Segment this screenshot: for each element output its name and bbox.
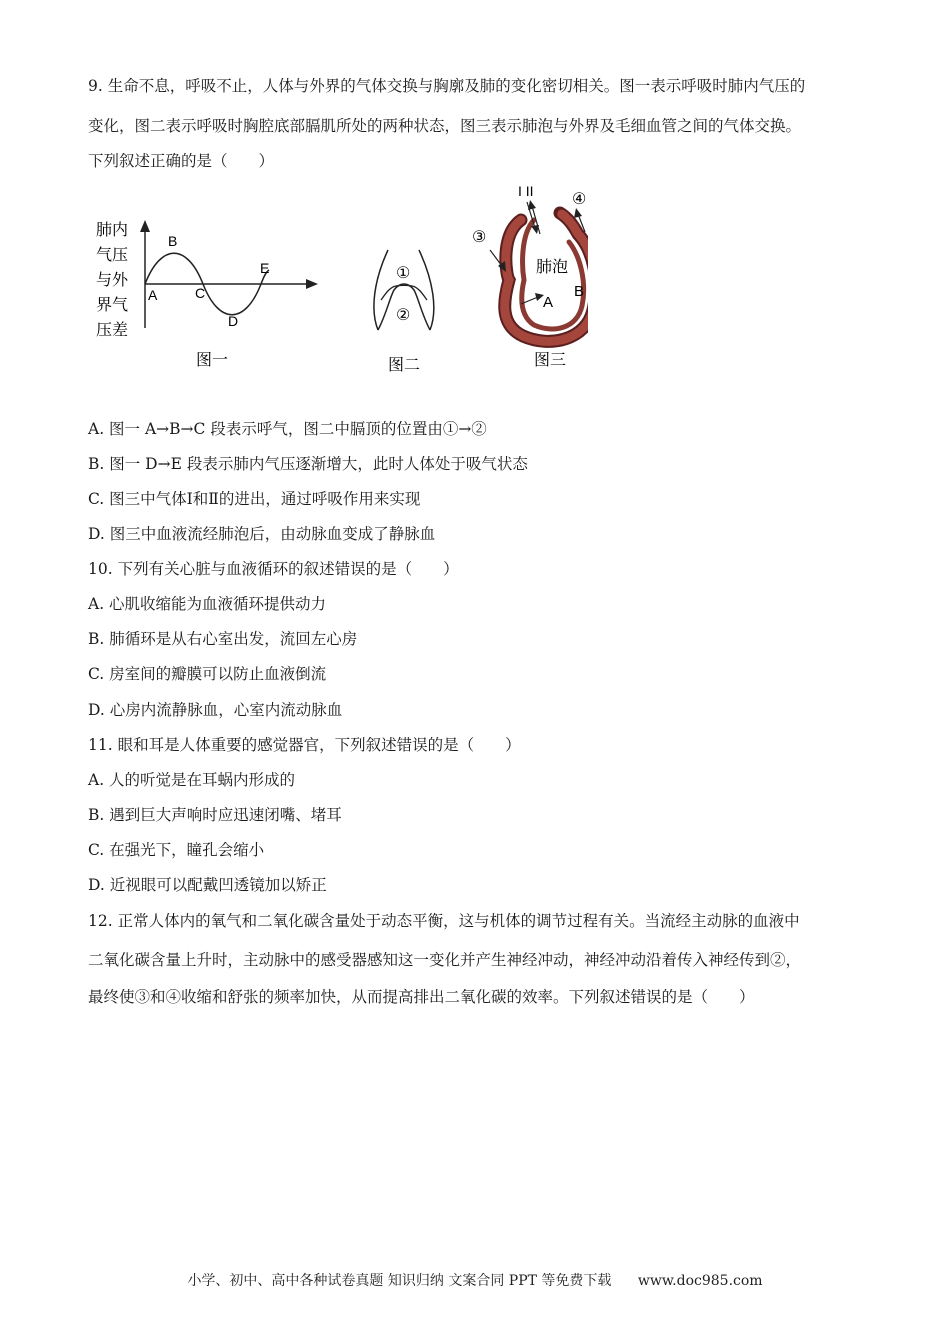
q11-option-b: B. 遇到巨大声响时应迅速闭嘴、堵耳 xyxy=(88,806,342,824)
fig1-point-a: A xyxy=(148,287,158,303)
fig3-arrow-label-b: B xyxy=(574,283,585,300)
q12-stem-line-2: 二氧化碳含量上升时，主动脉中的感受器感知这一变化并产生神经冲动，神经冲动沿着传入神经传到②， xyxy=(88,951,802,969)
q9-stem-line-3: 下列叙述正确的是（ ） xyxy=(88,152,275,170)
fig2-left-wall xyxy=(374,250,388,330)
q10-option-c: C. 房室间的瓣膜可以防止血液倒流 xyxy=(88,665,327,683)
fig2-diaphragm-flat xyxy=(381,285,427,300)
fig3-caption: 图三 xyxy=(534,352,567,369)
fig3-label-4: ④ xyxy=(572,191,587,208)
fig1-point-c: C xyxy=(195,285,206,301)
q11-option-d: D. 近视眼可以配戴凹透镜加以矫正 xyxy=(88,876,327,894)
q10-option-b: B. 肺循环是从右心室出发，流回左心房 xyxy=(88,630,358,648)
fig1-caption: 图一 xyxy=(196,352,229,369)
fig2-label-1: ① xyxy=(396,265,411,282)
fig3-gas-arrowhead-out xyxy=(528,200,536,210)
q10-option-d: D. 心房内流静脉血，心室内流动脉血 xyxy=(88,701,343,719)
q9-option-c: C. 图三中气体Ⅰ和Ⅱ的进出，通过呼吸作用来实现 xyxy=(88,490,421,508)
figure-2-diaphragm xyxy=(374,250,434,374)
page-footer xyxy=(0,1270,950,1290)
figure-3-alveolus xyxy=(472,183,588,369)
footer-url[interactable]: www.doc985.com xyxy=(637,1273,763,1289)
fig1-ylabel-2: 气压 xyxy=(96,247,129,264)
fig3-label-3: ③ xyxy=(472,229,487,246)
q11-option-a: A. 人的听觉是在耳蜗内形成的 xyxy=(88,771,296,789)
fig1-ylabel-1: 肺内 xyxy=(96,222,129,239)
q11-stem: 11. 眼和耳是人体重要的感觉器官，下列叙述错误的是（ ） xyxy=(88,736,521,754)
fig2-caption: 图二 xyxy=(388,357,421,374)
fig1-point-d: D xyxy=(228,313,239,329)
fig3-alveolus-label: 肺泡 xyxy=(536,259,569,276)
fig2-right-wall xyxy=(419,250,434,330)
q10-option-a: A. 心肌收缩能为血液循环提供动力 xyxy=(88,595,327,613)
fig1-ylabel-3: 与外 xyxy=(96,272,129,289)
q9-option-b: B. 图一 D→E 段表示肺内气压逐渐增大，此时人体处于吸气状态 xyxy=(88,455,528,473)
fig1-point-e: E xyxy=(260,260,270,276)
q9-option-a: A. 图一 A→B→C 段表示呼气，图二中膈顶的位置由①→② xyxy=(88,420,487,438)
footer-text: 小学、初中、高中各种试卷真题 知识归纳 文案合同 PPT 等免费下载 xyxy=(187,1273,612,1289)
q11-option-c: C. 在强光下，瞳孔会缩小 xyxy=(88,841,265,859)
q9-option-d: D. 图三中血液流经肺泡后，由动脉血变成了静脉血 xyxy=(88,525,436,543)
fig3-blood-out-arrowhead xyxy=(574,208,582,218)
figure-1-pressure-graph xyxy=(96,220,318,369)
q12-stem-line-1: 12. 正常人体内的氧气和二氧化碳含量处于动态平衡，这与机体的调节过程有关。当流经主动脉的血液中 xyxy=(88,912,800,930)
q9-stem-line-2: 变化，图二表示呼吸时胸腔底部膈肌所处的两种状态，图三表示肺泡与外界及毛细血管之间的气体交换。 xyxy=(88,117,802,135)
fig1-ylabel-4: 界气 xyxy=(96,297,129,314)
q12-stem-line-3: 最终使③和④收缩和舒张的频率加快，从而提高排出二氧化碳的效率。下列叙述错误的是（ ） xyxy=(88,988,755,1006)
fig3-gas-label: I II xyxy=(518,183,534,199)
q10-stem: 10. 下列有关心脏与血液循环的叙述错误的是（ ） xyxy=(88,560,459,578)
q9-figures xyxy=(88,180,588,380)
fig1-point-b: B xyxy=(168,233,178,249)
fig1-y-arrowhead xyxy=(140,220,150,232)
q9-stem-line-1: 9. 生命不息，呼吸不止，人体与外界的气体交换与胸廓及肺的变化密切相关。图一表示呼吸时肺内气压的 xyxy=(88,77,806,95)
fig1-x-arrowhead xyxy=(306,279,318,289)
fig3-arrow-label-a: A xyxy=(543,294,554,311)
fig2-label-2: ② xyxy=(396,307,411,324)
fig1-ylabel-5: 压差 xyxy=(96,322,129,339)
